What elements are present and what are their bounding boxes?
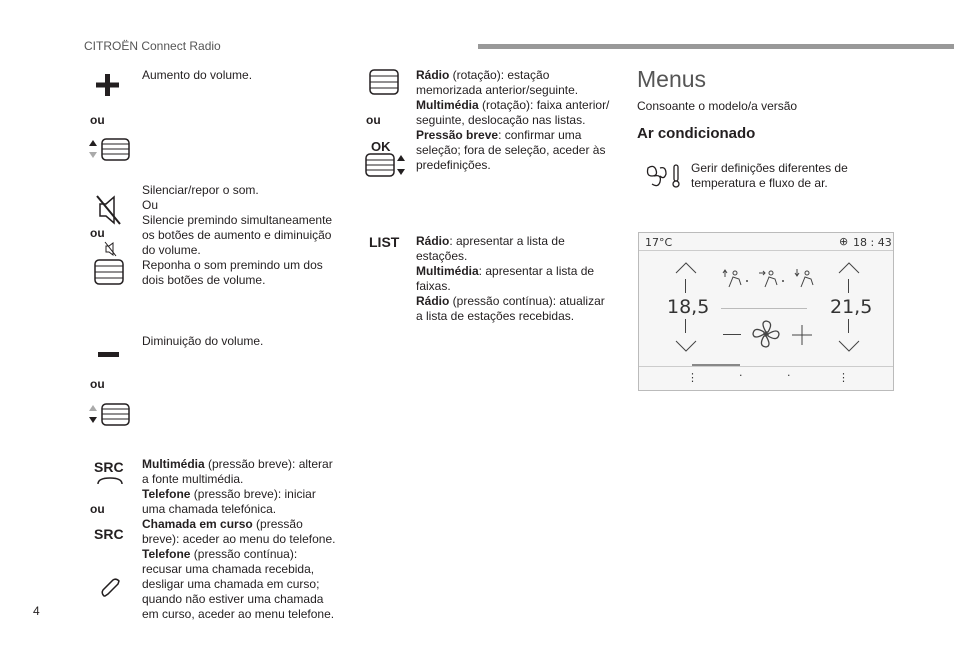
- mute-small-icon: [104, 241, 118, 257]
- more-icon[interactable]: ⋮: [838, 371, 849, 384]
- mute-line: dois botões de volume.: [142, 273, 266, 287]
- right-temp-divider: [848, 279, 849, 293]
- ac-line: Gerir definições diferentes de: [691, 161, 848, 175]
- screen-bottom-bar: [639, 366, 893, 367]
- mute-line: Silenciar/repor o som.: [142, 183, 259, 197]
- list-label: LIST: [369, 234, 400, 250]
- list-line: estações.: [416, 249, 468, 263]
- wheel-ok-icon: [365, 153, 409, 179]
- src-label-top: SRC: [94, 459, 124, 475]
- rotary-line: seleção; fora de seleção, aceder às: [416, 143, 606, 157]
- mute-line: Ou: [142, 198, 159, 212]
- or-label: ou: [90, 113, 105, 127]
- vol-up-text: Aumento do volume.: [142, 68, 253, 82]
- list-line: Rádio: apresentar a lista de: [416, 234, 565, 248]
- fan-plus-button[interactable]: [792, 325, 812, 345]
- air-conditioning-icon: [646, 164, 684, 188]
- rotary-line: Rádio (rotação): estação: [416, 68, 550, 82]
- fan-icon: [752, 320, 780, 348]
- fan-minus-button[interactable]: [723, 334, 741, 335]
- wheel-up-icon: [89, 138, 131, 162]
- menus-subtitle: Consoante o modelo/a versão: [637, 99, 798, 113]
- vol-down-text: Diminuição do volume.: [142, 334, 264, 348]
- dot-icon[interactable]: ·: [739, 369, 743, 382]
- dot-icon[interactable]: ·: [787, 369, 791, 382]
- ac-line: temperatura e fluxo de ar.: [691, 176, 828, 190]
- header-rule: [478, 44, 954, 49]
- wheel-down-icon: [89, 403, 131, 427]
- mute-text: [142, 183, 332, 288]
- list-line: Multimédia: apresentar a lista de: [416, 264, 595, 278]
- mute-line: Silencie premindo simultaneamente: [142, 213, 333, 227]
- left-temp-down-icon[interactable]: [675, 339, 697, 353]
- list-line: Rádio (pressão contínua): atualizar: [416, 294, 605, 308]
- minus-icon: [98, 352, 120, 360]
- climate-screen: [638, 232, 894, 391]
- phone-icon: [97, 476, 123, 486]
- src-line: em curso, aceder ao menu telefone.: [142, 607, 335, 621]
- list-text: [416, 234, 616, 324]
- left-temp: 18,5: [667, 296, 710, 318]
- src-line: desligar uma chamada em curso;: [142, 577, 320, 591]
- ac-title: Ar condicionado: [637, 125, 756, 142]
- header-title: CITROËN Connect Radio: [84, 39, 221, 53]
- rotary-line: memorizada anterior/seguinte.: [416, 83, 579, 97]
- rotary-text: [416, 68, 616, 173]
- plus-icon: [96, 74, 120, 98]
- left-temp-up-icon[interactable]: [675, 261, 697, 275]
- list-line: faixas.: [416, 279, 451, 293]
- wheel-icon: [369, 69, 401, 97]
- src-line: uma chamada telefónica.: [142, 502, 277, 516]
- src-line: Multimédia (pressão breve): alterar: [142, 457, 333, 471]
- or-label: ou: [90, 377, 105, 391]
- right-temp-up-icon[interactable]: [838, 261, 860, 275]
- src-line: Telefone (pressão breve): iniciar: [142, 487, 316, 501]
- mute-icon: [96, 194, 122, 226]
- src-text: [142, 457, 342, 622]
- mute-line: os botões de aumento e diminuição: [142, 228, 332, 242]
- mute-line: Reponha o som premindo um dos: [142, 258, 323, 272]
- or-label: ou: [90, 502, 105, 516]
- src-line: recusar uma chamada recebida,: [142, 562, 315, 576]
- page-number: 4: [33, 604, 40, 618]
- ac-text: [691, 161, 848, 191]
- src-line: quando não estiver uma chamada: [142, 592, 324, 606]
- src-line: Telefone (pressão contínua):: [142, 547, 298, 561]
- right-temp-down-icon[interactable]: [838, 339, 860, 353]
- src-line: breve): aceder ao menu do telefone.: [142, 532, 336, 546]
- phone-handset-icon: [100, 578, 122, 600]
- right-temp: 21,5: [830, 296, 873, 318]
- outside-temp: 17°C: [645, 236, 673, 249]
- src-label-bottom: SRC: [94, 526, 124, 542]
- wheel-icon: [94, 259, 126, 287]
- bottom-bar-highlight: [692, 364, 740, 366]
- rotary-line: predefinições.: [416, 158, 491, 172]
- mute-line: do volume.: [142, 243, 201, 257]
- list-line: a lista de estações recebidas.: [416, 309, 575, 323]
- src-line: Chamada em curso (pressão: [142, 517, 303, 531]
- rotary-line: seguinte, deslocação nas listas.: [416, 113, 586, 127]
- rotary-line: Pressão breve: confirmar uma: [416, 128, 582, 142]
- left-temp-divider: [685, 319, 686, 333]
- menus-title: Menus: [637, 66, 707, 92]
- clock-icon: ⊕: [839, 235, 849, 248]
- src-line: a fonte multimédia.: [142, 472, 244, 486]
- more-icon[interactable]: ⋮: [687, 371, 698, 384]
- or-label: ou: [366, 113, 381, 127]
- airflow-head-icon[interactable]: [723, 269, 751, 291]
- clock-time: 18 : 43: [853, 236, 892, 249]
- ok-label: OK: [371, 139, 391, 154]
- left-temp-divider: [685, 279, 686, 293]
- or-label: ou: [90, 226, 105, 240]
- airflow-body-icon[interactable]: [759, 269, 787, 291]
- screen-top-bar: [639, 233, 893, 251]
- right-temp-divider: [848, 319, 849, 333]
- airflow-feet-icon[interactable]: [795, 269, 823, 291]
- airflow-divider: [721, 308, 807, 309]
- rotary-line: Multimédia (rotação): faixa anterior/: [416, 98, 610, 112]
